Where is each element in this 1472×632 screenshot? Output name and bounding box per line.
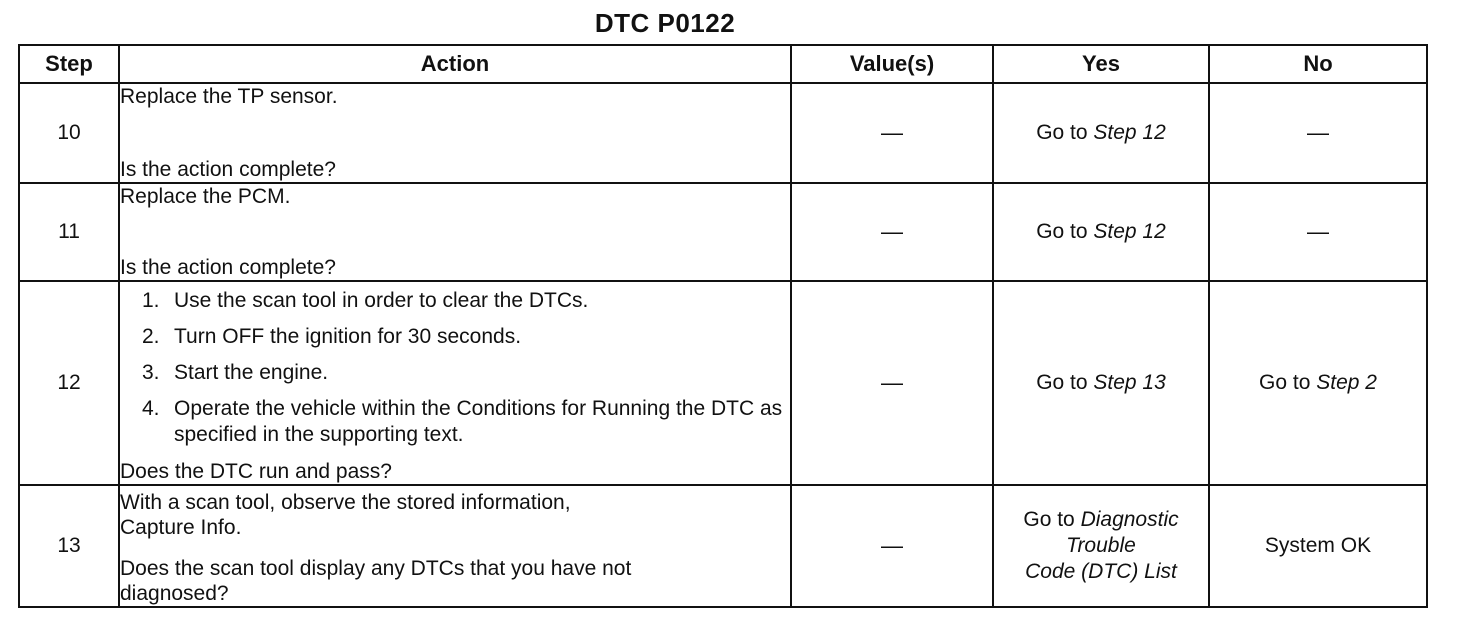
action-cell bbox=[119, 281, 791, 485]
yes-prefix: Go to bbox=[1036, 371, 1094, 394]
table-row bbox=[19, 281, 1427, 485]
action-instruction: Replace the TP sensor. bbox=[120, 85, 338, 108]
yes-cell bbox=[993, 83, 1209, 183]
header-action: Action bbox=[119, 45, 791, 83]
yes-step-link[interactable]: Step 12 bbox=[1093, 121, 1166, 144]
action-question: Is the action complete? bbox=[120, 256, 336, 279]
action-cell bbox=[119, 83, 791, 183]
yes-prefix: Go to bbox=[1036, 121, 1094, 144]
yes-link-line-2[interactable]: Trouble bbox=[1066, 534, 1136, 557]
action-question: Does the DTC run and pass? bbox=[120, 460, 392, 483]
page-title: DTC P0122 bbox=[594, 8, 736, 38]
yes-multi-link[interactable] bbox=[994, 507, 1208, 585]
yes-step-link[interactable]: Step 13 bbox=[1093, 371, 1166, 394]
no-cell: System OK bbox=[1209, 485, 1427, 607]
value-cell: — bbox=[791, 281, 993, 485]
action-step-item: 3. Start the engine. bbox=[142, 360, 790, 386]
step-number: 13 bbox=[19, 485, 119, 607]
no-cell bbox=[1209, 281, 1427, 485]
yes-cell bbox=[993, 281, 1209, 485]
action-cell bbox=[119, 485, 791, 607]
action-cell bbox=[119, 183, 791, 281]
table-row bbox=[19, 83, 1427, 183]
yes-link-line-1[interactable]: Diagnostic bbox=[1080, 508, 1179, 531]
no-prefix: Go to bbox=[1259, 371, 1317, 394]
action-step-item: 1. Use the scan tool in order to clear the DTCs. bbox=[142, 288, 790, 314]
no-cell: — bbox=[1209, 183, 1427, 281]
header-step: Step bbox=[19, 45, 119, 83]
table-row bbox=[19, 485, 1427, 607]
table-header-row bbox=[19, 45, 1427, 83]
table-row bbox=[19, 183, 1427, 281]
step-number: 10 bbox=[19, 83, 119, 183]
action-steps-list bbox=[120, 288, 790, 448]
action-step-item: 2. Turn OFF the ignition for 30 seconds. bbox=[142, 324, 790, 350]
yes-cell bbox=[993, 183, 1209, 281]
action-question: Does the scan tool display any DTCs that you have not diagnosed? bbox=[120, 557, 632, 605]
action-question: Is the action complete? bbox=[120, 158, 336, 181]
yes-prefix: Go to bbox=[1023, 508, 1081, 531]
header-yes: Yes bbox=[993, 45, 1209, 83]
yes-cell bbox=[993, 485, 1209, 607]
no-step-link[interactable]: Step 2 bbox=[1316, 371, 1377, 394]
step-number: 12 bbox=[19, 281, 119, 485]
value-cell: — bbox=[791, 183, 993, 281]
value-cell: — bbox=[791, 83, 993, 183]
yes-prefix: Go to bbox=[1036, 220, 1094, 243]
action-instruction: With a scan tool, observe the stored information, Capture Info. bbox=[120, 491, 571, 539]
step-number: 11 bbox=[19, 183, 119, 281]
action-step-item: 4. Operate the vehicle within the Conditions for Running the DTC as specified in the supporting text. bbox=[142, 396, 790, 448]
header-values: Value(s) bbox=[791, 45, 993, 83]
header-no: No bbox=[1209, 45, 1427, 83]
diagnostic-table bbox=[18, 44, 1428, 608]
no-cell: — bbox=[1209, 83, 1427, 183]
yes-link-line-3[interactable]: Code (DTC) List bbox=[1025, 560, 1177, 583]
yes-step-link[interactable]: Step 12 bbox=[1093, 220, 1166, 243]
action-instruction: Replace the PCM. bbox=[120, 185, 291, 208]
value-cell: — bbox=[791, 485, 993, 607]
